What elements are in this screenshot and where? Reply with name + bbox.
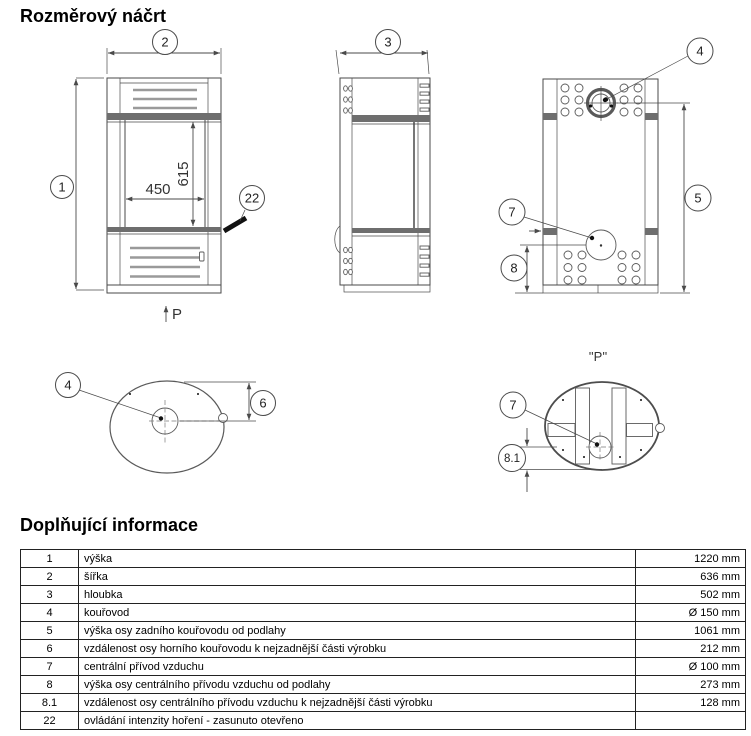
row-description: výška osy centrálního přívodu vzduchu od podlahy bbox=[79, 676, 636, 694]
row-value: Ø 100 mm bbox=[636, 658, 746, 676]
row-number: 1 bbox=[21, 550, 79, 568]
row-description: centrální přívod vzduchu bbox=[79, 658, 636, 676]
dim-flue-height-5 bbox=[617, 103, 690, 293]
door-height-value: 615 bbox=[175, 161, 192, 187]
svg-text:8.1: 8.1 bbox=[504, 453, 520, 465]
row-description: vzdálenost osy centrálního přívodu vzduchu k nejzadnější části výrobku bbox=[79, 694, 636, 712]
row-description: ovládání intenzity hoření - zasunuto otevřeno bbox=[79, 712, 636, 730]
svg-text:7: 7 bbox=[508, 204, 516, 220]
table-row bbox=[21, 568, 746, 586]
table-row bbox=[21, 586, 746, 604]
bottom-view-p bbox=[545, 349, 665, 470]
table-row bbox=[21, 640, 746, 658]
view-arrow-p bbox=[166, 306, 182, 323]
table-title: Doplňující informace bbox=[20, 515, 199, 535]
row-description: výška bbox=[79, 550, 636, 568]
svg-text:4: 4 bbox=[696, 43, 704, 59]
balloon-8 bbox=[501, 255, 527, 281]
table-row bbox=[21, 694, 746, 712]
svg-text:6: 6 bbox=[259, 395, 267, 411]
central-air-inlet bbox=[586, 230, 616, 260]
balloon-6 bbox=[251, 391, 276, 416]
svg-text:3: 3 bbox=[384, 34, 392, 50]
row-description: šířka bbox=[79, 568, 636, 586]
row-number: 22 bbox=[21, 712, 79, 730]
svg-text:5: 5 bbox=[694, 190, 702, 206]
table-row bbox=[21, 676, 746, 694]
flue-outlet bbox=[584, 86, 618, 121]
row-value bbox=[636, 712, 746, 730]
row-value: 273 mm bbox=[636, 676, 746, 694]
row-value: 1220 mm bbox=[636, 550, 746, 568]
row-number: 2 bbox=[21, 568, 79, 586]
balloon-1 bbox=[51, 176, 74, 199]
row-description: hloubka bbox=[79, 586, 636, 604]
top-view bbox=[110, 381, 228, 473]
balloon-2 bbox=[153, 30, 178, 55]
page-title: Rozměrový náčrt bbox=[20, 6, 167, 26]
row-value: 636 mm bbox=[636, 568, 746, 586]
balloon-5 bbox=[685, 185, 711, 211]
row-value: 128 mm bbox=[636, 694, 746, 712]
door-width-value: 450 bbox=[145, 181, 171, 198]
svg-text:1: 1 bbox=[58, 179, 66, 195]
table-row bbox=[21, 658, 746, 676]
svg-text:22: 22 bbox=[244, 190, 260, 206]
table-row bbox=[21, 712, 746, 730]
rear-view bbox=[529, 79, 658, 293]
balloon-22 bbox=[240, 186, 265, 222]
row-value: Ø 150 mm bbox=[636, 604, 746, 622]
row-description: výška osy zadního kouřovodu od podlahy bbox=[79, 622, 636, 640]
table-row bbox=[21, 604, 746, 622]
dimension-table bbox=[20, 549, 746, 730]
row-description: kouřovod bbox=[79, 604, 636, 622]
svg-text:4: 4 bbox=[64, 377, 72, 393]
view-p-label: ''P'' bbox=[588, 349, 608, 364]
row-number: 8.1 bbox=[21, 694, 79, 712]
table-row bbox=[21, 622, 746, 640]
svg-text:7: 7 bbox=[509, 397, 517, 413]
svg-text:2: 2 bbox=[161, 34, 169, 50]
dim-door-glass bbox=[126, 122, 204, 226]
row-number: 6 bbox=[21, 640, 79, 658]
svg-text:8: 8 bbox=[510, 260, 518, 276]
row-description: vzdálenost osy horního kouřovodu k nejzadnější části výrobku bbox=[79, 640, 636, 658]
table-row bbox=[21, 550, 746, 568]
row-value: 1061 mm bbox=[636, 622, 746, 640]
balloon-3 bbox=[376, 30, 401, 55]
row-value: 502 mm bbox=[636, 586, 746, 604]
arrow-p-label: P bbox=[172, 306, 183, 323]
balloon-8-1 bbox=[499, 445, 526, 472]
row-number: 7 bbox=[21, 658, 79, 676]
row-number: 8 bbox=[21, 676, 79, 694]
air-control-lever bbox=[224, 218, 246, 231]
row-number: 4 bbox=[21, 604, 79, 622]
dim-height-1 bbox=[76, 78, 104, 290]
row-number: 3 bbox=[21, 586, 79, 604]
side-view bbox=[335, 78, 430, 292]
row-number: 5 bbox=[21, 622, 79, 640]
row-value: 212 mm bbox=[636, 640, 746, 658]
